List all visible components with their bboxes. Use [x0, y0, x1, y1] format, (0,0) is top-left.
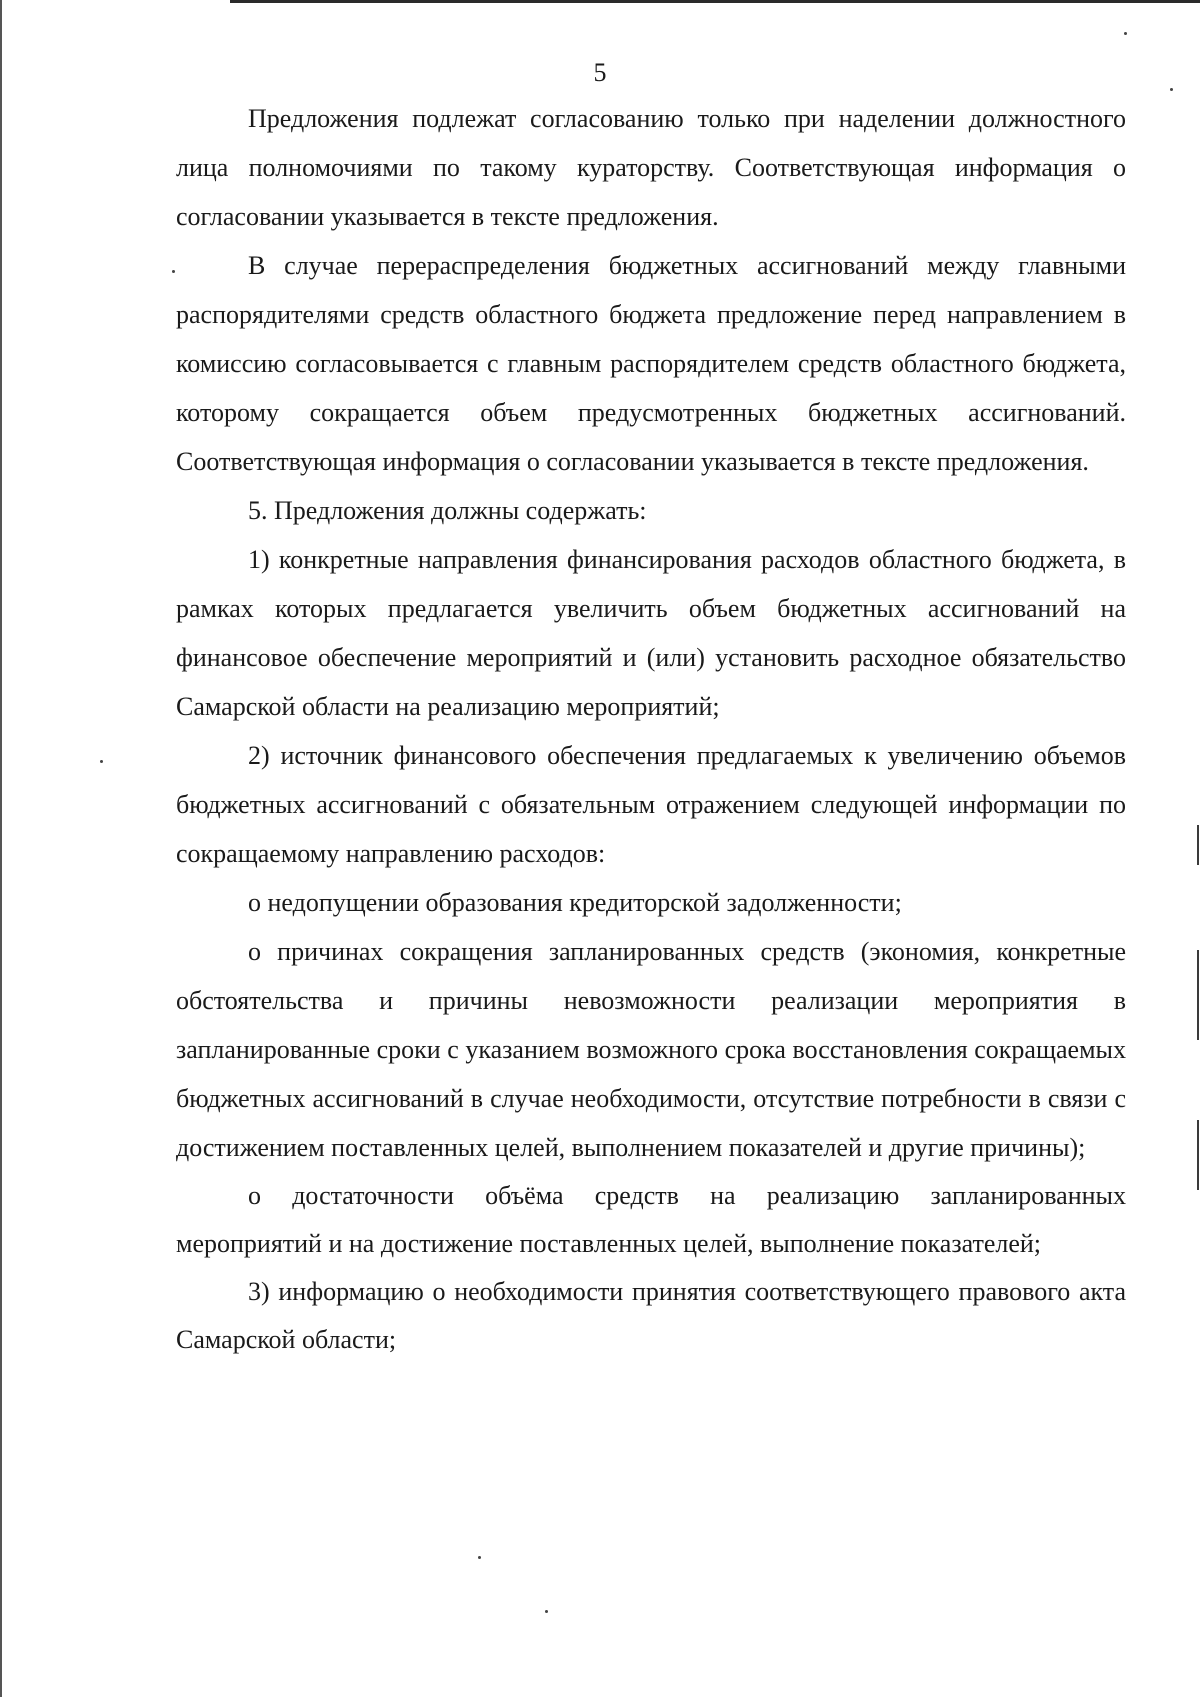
scan-speck [100, 760, 103, 763]
paragraph-reduction-reasons: о причинах сокращения запланированных средств (экономия, конкретные обстоятельства и причины невозможности реализации мероприятия в запланированные сроки с указанием возможного срока восстановления сокращаемых бюджетных ассигнований в случае необходимости, отсутствие потребности в связи с достижением поставленных целей, выполнением показателей и другие причины); [176, 937, 1126, 1162]
scan-speck [1124, 32, 1127, 35]
scan-speck [545, 1610, 548, 1613]
paragraph-sufficiency: о достаточности объёма средств на реализацию запланированных мероприятий и на достижение поставленных целей, выполнение показателей; [176, 1181, 1126, 1258]
paragraph-subitem-1: 1) конкретные направления финансирования расходов областного бюджета, в рамках которых предлагается увеличить объем бюджетных ассигнований на финансовое обеспечение мероприятий и (или) установить расходное обязательство Самарской области на реализацию мероприятий; [176, 545, 1126, 721]
paragraph-subitem-3: 3) информацию о необходимости принятия соответствующего правового акта Самарской области; [176, 1277, 1126, 1354]
paragraph-redistribution: В случае перераспределения бюджетных ассигнований между главными распорядителями средств областного бюджета предложение перед направлением в комиссию согласовывается с главным распорядителем средств областного бюджета, которому сокращается объем предусмотренных бюджетных ассигнований. Соответствующая информация о согласовании указывается в тексте предложения. [176, 251, 1126, 476]
paragraph-subitem-2: 2) источник финансового обеспечения предлагаемых к увеличению объемов бюджетных ассигнований с обязательным отражением следующей информации по сокращаемому направлению расходов: [176, 741, 1126, 868]
scan-left-edge [0, 0, 2, 1697]
paragraph-no-debt: о недопущении образования кредиторской задолженности; [248, 888, 902, 917]
scan-margin-mark [1197, 1120, 1199, 1190]
document-body [176, 94, 1126, 1364]
paragraph-coordination: Предложения подлежат согласованию только при наделении должностного лица полномочиями по такому кураторству. Соответствующая информация о согласовании указывается в тексте предложения. [176, 104, 1126, 231]
paragraph-item-5-heading: 5. Предложения должны содержать: [248, 496, 647, 525]
scan-speck [478, 1556, 481, 1559]
page-number: 5 [593, 58, 607, 87]
scan-margin-mark [1197, 825, 1199, 865]
scan-speck [1170, 88, 1173, 91]
scan-margin-mark [1197, 950, 1199, 1040]
scan-top-border [230, 0, 1200, 3]
scan-speck [172, 270, 175, 273]
